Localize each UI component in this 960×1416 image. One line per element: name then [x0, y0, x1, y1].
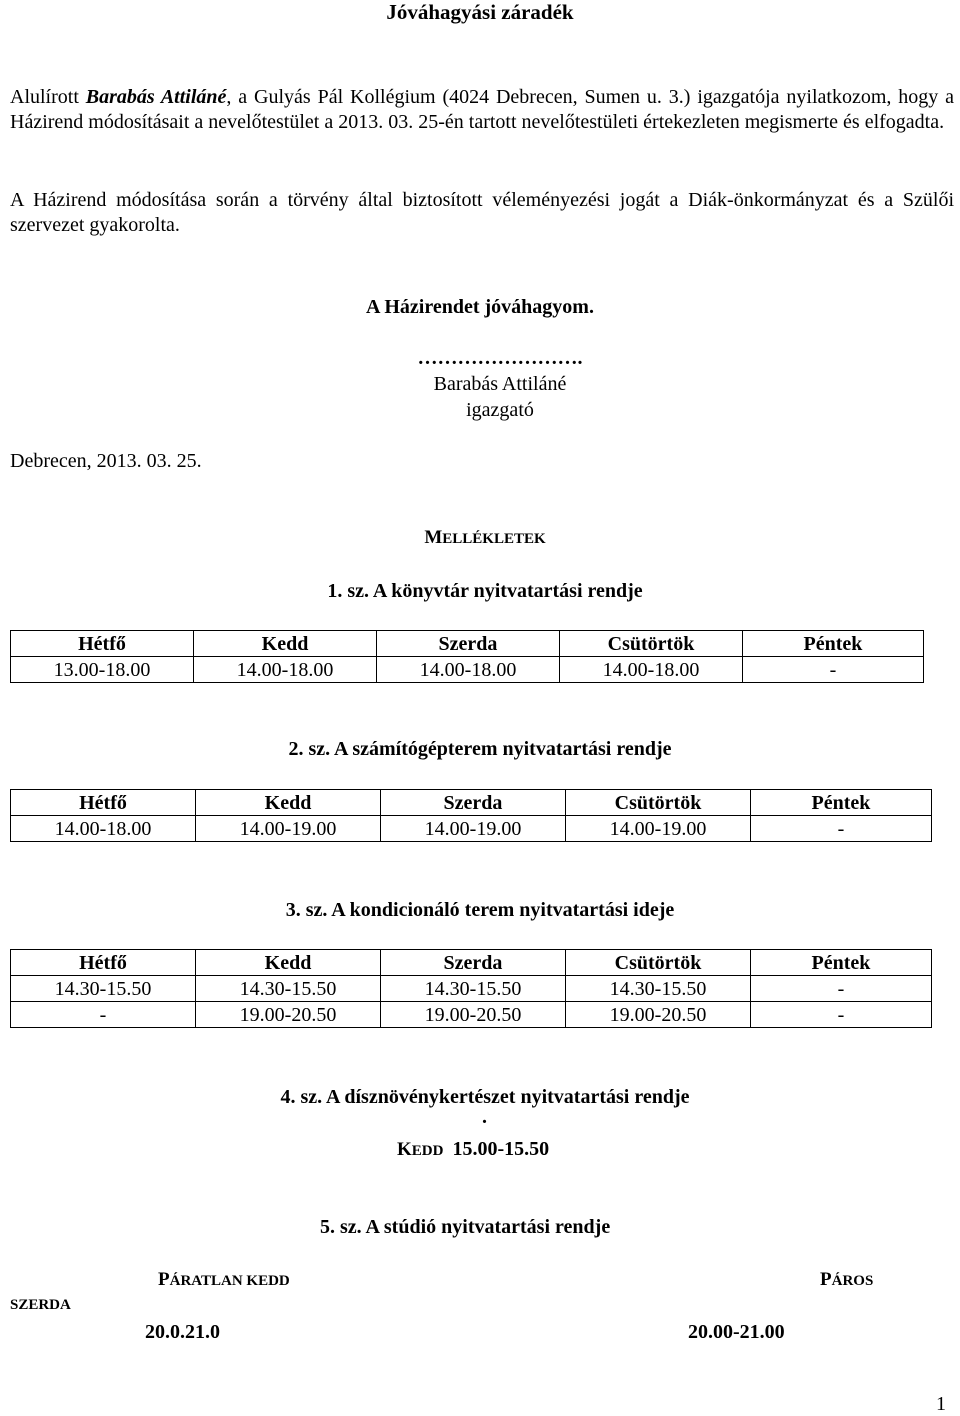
- approval-statement: A Házirendet jóváhagyom.: [366, 296, 594, 318]
- table-cell: 13.00-18.00: [11, 657, 194, 683]
- table-cell: 14.30-15.50: [566, 976, 751, 1002]
- header-cell: Csütörtök: [560, 631, 743, 657]
- header-cell: Szerda: [377, 631, 560, 657]
- section-1-table: [10, 630, 924, 683]
- header-cell: Szerda: [381, 950, 566, 976]
- even-label: [820, 1269, 873, 1291]
- table-header-row: [11, 950, 932, 976]
- table-cell: -: [751, 976, 932, 1002]
- table-cell: -: [751, 1002, 932, 1028]
- table-cell: 19.00-20.50: [381, 1002, 566, 1028]
- table-cell: 19.00-20.50: [196, 1002, 381, 1028]
- section-4-schedule: [397, 1138, 549, 1161]
- table-header-row: [11, 790, 932, 816]
- table-cell: 14.00-18.00: [560, 657, 743, 683]
- header-cell: Csütörtök: [566, 950, 751, 976]
- table-cell: -: [11, 1002, 196, 1028]
- declaration-paragraph: [10, 85, 954, 135]
- header-cell: Csütörtök: [566, 790, 751, 816]
- section-1-title: 1. sz. A könyvtár nyitvatartási rendje: [327, 580, 643, 602]
- odd-initial: P: [158, 1269, 170, 1290]
- header-cell: Péntek: [751, 950, 932, 976]
- header-cell: Péntek: [743, 631, 924, 657]
- section-2-table: [10, 789, 932, 842]
- table-cell: 14.00-19.00: [381, 816, 566, 842]
- signature-role: igazgató: [466, 399, 534, 421]
- day-initial: K: [397, 1139, 412, 1160]
- opinion-paragraph: A Házirend módosítása során a törvény által biztosított véleményezési jogát a Diák-önkormányzat és a Szülői szervezet gyakorolta.: [10, 189, 954, 236]
- signature-name: Barabás Attiláné: [433, 373, 567, 395]
- even-rest: ÁROS: [831, 1273, 874, 1289]
- wed-initial: S: [10, 1297, 19, 1313]
- table-row: [11, 976, 932, 1002]
- document-title: Jóváhagyási záradék: [386, 0, 574, 24]
- annexes-heading-rest: ELLÉKLETEK: [442, 531, 546, 547]
- table-cell: 14.00-18.00: [194, 657, 377, 683]
- studio-time-right: 20.00-21.00: [688, 1321, 785, 1343]
- table-cell: -: [751, 816, 932, 842]
- table-header-row: [11, 631, 924, 657]
- table-cell: 14.30-15.50: [11, 976, 196, 1002]
- table-cell: 14.00-18.00: [11, 816, 196, 842]
- table-cell: 14.30-15.50: [196, 976, 381, 1002]
- table-cell: 14.30-15.50: [381, 976, 566, 1002]
- header-cell: Hétfő: [11, 631, 194, 657]
- table-cell: 14.00-18.00: [377, 657, 560, 683]
- header-cell: Szerda: [381, 790, 566, 816]
- signature-line: …………………….: [417, 347, 583, 369]
- section-3-table: [10, 949, 932, 1028]
- table-row: [11, 1002, 932, 1028]
- header-cell: Kedd: [196, 790, 381, 816]
- section-4-time: 15.00-15.50: [452, 1138, 550, 1160]
- odd-rest: ÁRATLAN KEDD: [169, 1273, 290, 1289]
- wed-rest: ZERDA: [18, 1297, 71, 1313]
- declaration-post: , a Gulyás Pál Kollégium (4024 Debrecen, Sumen u. 3.) igazgatója nyilatkozom, hogy a Házirend módosításait a nevelőtestület a 2013. 03. 25-én tartott nevelőtestületi értekezleten megismerte és elfogadta.: [10, 86, 955, 133]
- section-3-title: 3. sz. A kondicionáló terem nyitvatartási ideje: [285, 899, 675, 921]
- table-row: [11, 816, 932, 842]
- declaration-pre: Alulírott: [10, 86, 86, 108]
- even-initial: P: [820, 1269, 832, 1290]
- wednesday-label: [10, 1296, 71, 1314]
- header-cell: Kedd: [194, 631, 377, 657]
- header-cell: Péntek: [751, 790, 932, 816]
- section-2-title: 2. sz. A számítógépterem nyitvatartási rendje: [288, 738, 672, 760]
- table-cell: -: [743, 657, 924, 683]
- odd-tuesday-label: [158, 1269, 290, 1291]
- day-rest: EDD: [411, 1143, 444, 1159]
- section-4-title: 4. sz. A dísznövénykertészet nyitvatartási rendje: [280, 1086, 690, 1108]
- table-cell: 14.00-19.00: [196, 816, 381, 842]
- section-4-dot: .: [482, 1106, 487, 1128]
- studio-time-left: 20.0.21.0: [145, 1321, 220, 1343]
- signature-block: [380, 345, 620, 423]
- annexes-heading-initial: M: [424, 527, 443, 548]
- annexes-heading: [0, 527, 960, 549]
- place-date: Debrecen, 2013. 03. 25.: [10, 450, 202, 472]
- table-cell: 14.00-19.00: [566, 816, 751, 842]
- header-cell: Kedd: [196, 950, 381, 976]
- table-cell: 19.00-20.50: [566, 1002, 751, 1028]
- header-cell: Hétfő: [11, 790, 196, 816]
- director-name: Barabás Attiláné: [85, 86, 227, 108]
- header-cell: Hétfő: [11, 950, 196, 976]
- table-row: [11, 657, 924, 683]
- section-5-title: 5. sz. A stúdió nyitvatartási rendje: [320, 1216, 611, 1238]
- page-number: 1: [936, 1393, 946, 1415]
